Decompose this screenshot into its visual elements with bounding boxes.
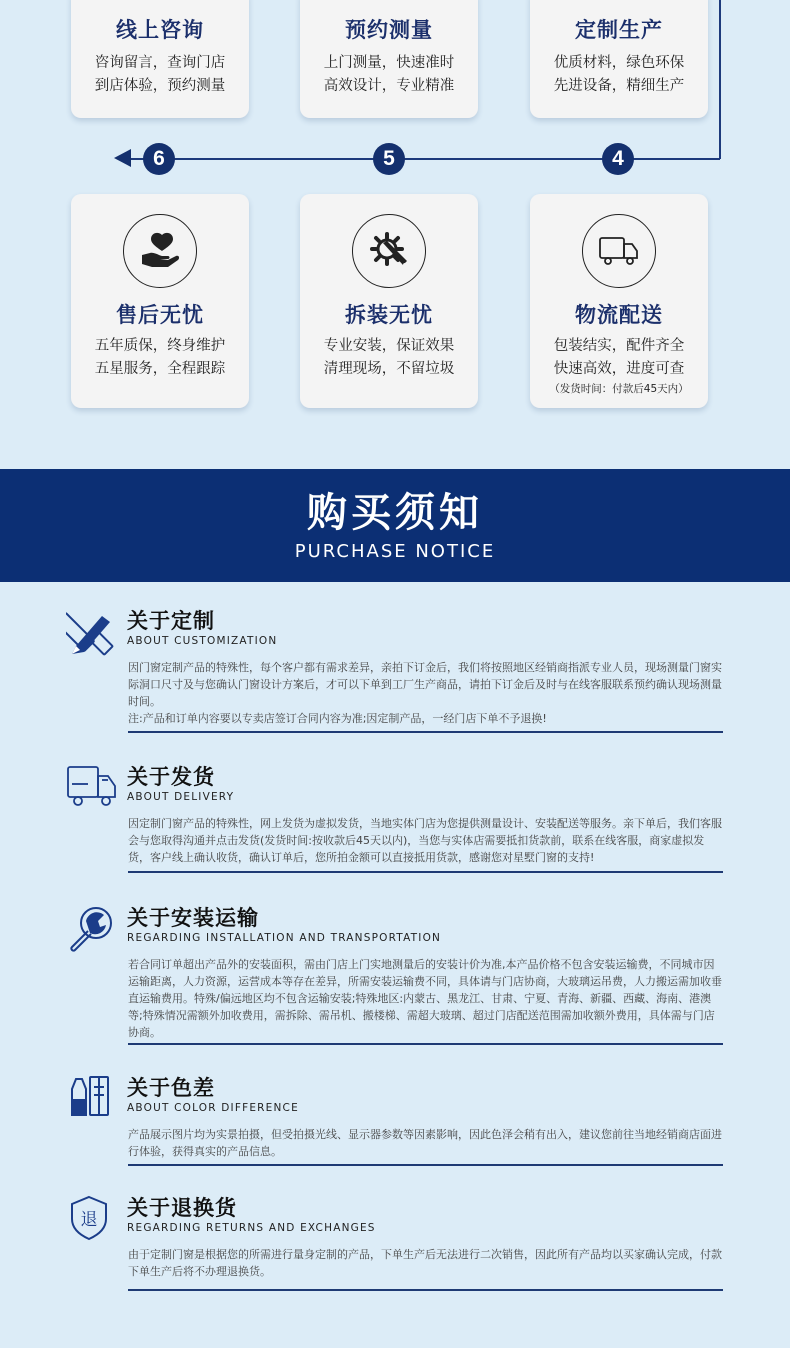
step-card-measure: [300, 0, 478, 118]
step-desc: 快速高效，进度可查: [553, 361, 685, 377]
notice-title: 关于发货: [127, 765, 215, 789]
step-desc: 咨询留言，查询门店: [94, 55, 226, 71]
notice-subtitle: ABOUT CUSTOMIZATION: [127, 635, 278, 647]
divider: [128, 731, 723, 733]
step-title: 物流配送: [575, 303, 663, 327]
notice-title: 关于色差: [127, 1076, 215, 1100]
step-title: 预约测量: [345, 18, 433, 42]
step-title: 售后无忧: [116, 303, 204, 327]
return-shield-text: 退: [80, 1210, 98, 1230]
step-desc: 五年质保，终身维护: [94, 338, 226, 354]
step-number-4: 4: [602, 143, 634, 175]
step-desc: 清理现场，不留垃圾: [323, 361, 455, 377]
notice-body: 若合同订单超出产品外的安装面积，需由门店上门实地测量后的安装计价为准,本产品价格不包含安装运输费，不同城市因运输距离，人力资源，运营成本等存在差异，所需安装运输费不同，具体请与门店协商，大玻璃运吊费，人力搬运需加收垂直运输费用。特殊/偏远地区均不包含运输安装;特殊地区:内蒙古、黑龙江、甘肃、宁夏、青海、新疆、西藏、海南、港澳等;特殊情况需额外加收费用，需拆除、需吊机、搬楼梯、需超大玻璃、超过门店配送范围需加收额外费用，具体需与门店协商。: [128, 958, 722, 1039]
step-desc: 包装结实，配件齐全: [553, 338, 685, 354]
wrench-icon: [66, 905, 116, 953]
notice-paragraph: 注:产品和订单内容要以专卖店签订合同内容为准;因定制产品，一经门店下单不予退换!: [128, 712, 547, 725]
banner-title-cn: 购买须知: [307, 490, 483, 536]
step-desc: 优质材料，绿色环保: [553, 55, 685, 71]
process-steps: [0, 0, 790, 469]
divider: [128, 1164, 723, 1166]
notice-subtitle: ABOUT COLOR DIFFERENCE: [127, 1102, 299, 1114]
notice-subtitle: ABOUT DELIVERY: [127, 791, 235, 803]
return-shield-icon: [66, 1195, 116, 1243]
divider: [128, 1043, 723, 1045]
step-desc: 五星服务，全程跟踪: [94, 361, 226, 377]
step-title: 线上咨询: [116, 18, 204, 42]
notice-title: 关于安装运输: [127, 906, 259, 930]
step-number-5: 5: [373, 143, 405, 175]
notice-title: 关于定制: [127, 609, 215, 633]
truck-icon: [66, 764, 116, 812]
step-card-online-consult: [71, 0, 249, 118]
divider: [128, 871, 723, 873]
delivery-time-note: （发货时间：付款后45天内）: [549, 383, 689, 395]
notice-body: 由于定制门窗是根据您的所需进行量身定制的产品，下单生产后无法进行二次销售，因此所有产品均以买家确认完成，付款下单生产后将不办理退换货。: [128, 1248, 722, 1278]
heart-hand-icon: [123, 214, 197, 288]
color-bottle-icon: [66, 1075, 116, 1123]
step-title: 定制生产: [575, 18, 663, 42]
gear-wrench-icon: [352, 214, 426, 288]
step-card-after-sales: [71, 194, 249, 408]
step-desc: 专业安装，保证效果: [323, 338, 455, 354]
arrow-left-icon: [114, 149, 131, 167]
flow-line-vertical: [719, 0, 721, 159]
step-desc: 高效设计，专业精准: [323, 78, 455, 94]
banner-title-en: PURCHASE NOTICE: [294, 541, 496, 562]
notice-body: [128, 659, 724, 727]
step-desc: 上门测量，快速准时: [323, 55, 455, 71]
step-card-installation: [300, 194, 478, 408]
notice-body: 因定制门窗产品的特殊性，网上发货为虚拟发货，当地实体门店为您提供测量设计、安装配送等服务。亲下单后，我们客服会与您取得沟通并点击发货(发货时间:按收款后45天以内)，当您与实体店需要抵扣货款前，联系在线客服，商家虚拟发货，客户线上确认收货，确认订单后，您所拍金额可以直接抵用货款，感谢您对星墅门窗的支持!: [128, 817, 722, 864]
step-desc: 先进设备，精细生产: [553, 78, 685, 94]
step-card-production: [530, 0, 708, 118]
notice-paragraph: 因门窗定制产品的特殊性，每个客户都有需求差异，亲拍下订金后，我们将按照地区经销商指派专业人员，现场测量门窗实际洞口尺寸及与您确认门窗设计方案后，才可以下单到工厂生产商品，请拍下订金后及时与在线客服联系预约确认现场测量时间。: [128, 661, 722, 708]
notice-body: 产品展示图片均为实景拍摄，但受拍摄光线、显示器参数等因素影响，因此色泽会稍有出入，建议您前往当地经销商店面进行体验，获得真实的产品信息。: [128, 1128, 722, 1158]
pencil-ruler-icon: [66, 608, 116, 656]
step-number-6: 6: [143, 143, 175, 175]
notice-subtitle: REGARDING RETURNS AND EXCHANGES: [127, 1222, 376, 1234]
delivery-truck-icon: [582, 214, 656, 288]
notice-title: 关于退换货: [127, 1196, 237, 1220]
step-title: 拆装无忧: [345, 303, 433, 327]
purchase-notice-banner: [0, 469, 790, 582]
step-desc: 到店体验，预约测量: [94, 78, 226, 94]
notice-subtitle: REGARDING INSTALLATION AND TRANSPORTATION: [127, 932, 442, 944]
divider: [128, 1289, 723, 1291]
step-card-logistics: [530, 194, 708, 408]
